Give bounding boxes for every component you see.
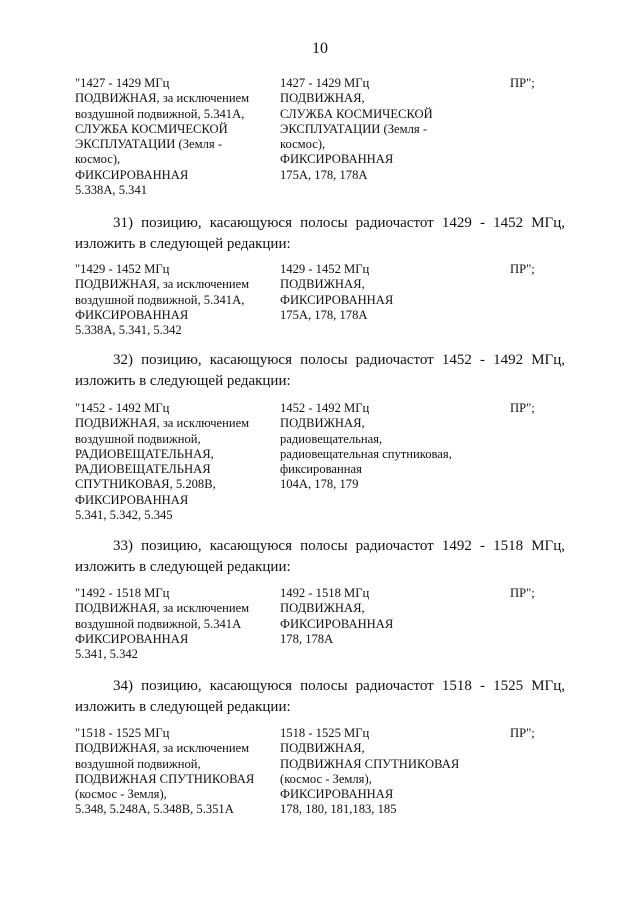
text-line: СЛУЖБА КОСМИЧЕСКОЙ	[280, 106, 433, 121]
text-line: "1518 - 1525 МГц	[75, 726, 170, 740]
text-line: фиксированная	[280, 462, 362, 477]
text-line: "1492 - 1518 МГц	[75, 586, 170, 600]
national-allocation-column	[75, 262, 275, 338]
text-line: ПОДВИЖНАЯ, за исключением	[75, 91, 250, 106]
paragraph-line: изложить в следующей редакции:	[75, 236, 291, 252]
text-line: ПОДВИЖНАЯ,	[280, 741, 365, 756]
text-line: ПОДВИЖНАЯ,	[280, 416, 365, 431]
national-allocation-column	[75, 726, 275, 818]
text-line: "1429 - 1452 МГц	[75, 262, 170, 276]
text-line: 1518 - 1525 МГц	[280, 726, 370, 740]
service-allocation-column	[280, 401, 490, 493]
text-line: 5.338А, 5.341	[75, 183, 148, 198]
service-allocation-column	[280, 262, 490, 323]
text-line: воздушной подвижной,	[75, 756, 201, 771]
paragraph-line: 32) позицию, касающуюся полосы радиочастот 1452 - 1492 МГц,	[113, 352, 565, 368]
text-line: ФИКСИРОВАННАЯ	[280, 787, 394, 802]
paragraph-line: изложить в следующей редакции:	[75, 559, 291, 575]
page-number: 10	[312, 40, 328, 57]
text-line: ФИКСИРОВАННАЯ	[280, 616, 394, 631]
text-line: "1427 - 1429 МГц	[75, 76, 170, 90]
service-allocation-column	[280, 726, 490, 818]
text-line: ПОДВИЖНАЯ, за исключением	[75, 601, 250, 616]
national-allocation-column	[75, 401, 275, 523]
text-line: радиовещательная спутниковая,	[280, 446, 452, 461]
text-line: 5.348, 5.248А, 5.348В, 5.351А	[75, 802, 234, 817]
paragraph-line: 31) позицию, касающуюся полосы радиочастот 1429 - 1452 МГц,	[113, 215, 565, 231]
text-line: ФИКСИРОВАННАЯ	[280, 292, 394, 307]
text-line: 104А, 178, 179	[280, 477, 359, 492]
text-line: радиовещательная,	[280, 431, 383, 446]
text-line: 1452 - 1492 МГц	[280, 401, 370, 415]
text-line: 1427 - 1429 МГц	[280, 76, 370, 90]
text-line: ФИКСИРОВАННАЯ	[75, 492, 189, 507]
text-line: СПУТНИКОВАЯ, 5.208В,	[75, 477, 216, 492]
text-line: ЭКСПЛУАТАЦИИ (Земля -	[280, 121, 428, 136]
text-line: воздушной подвижной, 5.341А	[75, 616, 242, 631]
text-line: ПОДВИЖНАЯ,	[280, 277, 365, 292]
category-column: ПР";	[510, 76, 535, 90]
text-line: ПОДВИЖНАЯ,	[280, 91, 365, 106]
text-line: ЭКСПЛУАТАЦИИ (Земля -	[75, 137, 223, 152]
category-column: ПР";	[510, 262, 535, 276]
text-line: космос),	[280, 137, 326, 152]
text-line: 1492 - 1518 МГц	[280, 586, 370, 600]
text-line: ПОДВИЖНАЯ, за исключением	[75, 277, 250, 292]
text-line: СЛУЖБА КОСМИЧЕСКОЙ	[75, 121, 228, 136]
text-line: 5.338А, 5.341, 5.342	[75, 323, 182, 338]
category-column: ПР";	[510, 586, 535, 600]
text-line: ФИКСИРОВАННАЯ	[280, 152, 394, 167]
text-line: ПОДВИЖНАЯ, за исключением	[75, 416, 250, 431]
text-line: ФИКСИРОВАННАЯ	[75, 167, 189, 182]
text-line: ФИКСИРОВАННАЯ	[75, 307, 189, 322]
text-line: 178, 180, 181,183, 185	[280, 802, 397, 817]
text-line: 178, 178А	[280, 631, 334, 646]
paragraph-line: 33) позицию, касающуюся полосы радиочастот 1492 - 1518 МГц,	[113, 538, 565, 554]
text-line: ПОДВИЖНАЯ СПУТНИКОВАЯ	[75, 771, 255, 786]
text-line: 175А, 178, 178А	[280, 167, 368, 182]
service-allocation-column	[280, 76, 490, 183]
text-line: (космос - Земля),	[280, 771, 372, 786]
text-line: ПОДВИЖНАЯ,	[280, 601, 365, 616]
national-allocation-column	[75, 76, 275, 198]
text-line: 1429 - 1452 МГц	[280, 262, 370, 276]
paragraph-line: изложить в следующей редакции:	[75, 699, 291, 715]
paragraph-line: 34) позицию, касающуюся полосы радиочастот 1518 - 1525 МГц,	[113, 678, 565, 694]
category-column: ПР";	[510, 726, 535, 740]
text-line: 5.341, 5.342	[75, 647, 138, 662]
text-line: воздушной подвижной,	[75, 431, 201, 446]
text-line: ФИКСИРОВАННАЯ	[75, 631, 189, 646]
paragraph-line: изложить в следующей редакции:	[75, 373, 291, 389]
text-line: "1452 - 1492 МГц	[75, 401, 170, 415]
text-line: воздушной подвижной, 5.341А,	[75, 292, 245, 307]
text-line: РАДИОВЕЩАТЕЛЬНАЯ,	[75, 446, 214, 461]
instruction-paragraph-34	[75, 676, 565, 718]
service-allocation-column	[280, 586, 490, 647]
instruction-paragraph-32	[75, 350, 565, 392]
text-line: космос),	[75, 152, 121, 167]
text-line: РАДИОВЕЩАТЕЛЬНАЯ	[75, 462, 211, 477]
text-line: воздушной подвижной, 5.341А,	[75, 106, 245, 121]
text-line: 175А, 178, 178А	[280, 307, 368, 322]
text-line: ПОДВИЖНАЯ СПУТНИКОВАЯ	[280, 756, 460, 771]
instruction-paragraph-33	[75, 536, 565, 578]
instruction-paragraph-31	[75, 213, 565, 255]
category-column: ПР";	[510, 401, 535, 415]
text-line: ПОДВИЖНАЯ, за исключением	[75, 741, 250, 756]
text-line: 5.341, 5.342, 5.345	[75, 508, 173, 523]
national-allocation-column	[75, 586, 275, 662]
text-line: (космос - Земля),	[75, 787, 167, 802]
